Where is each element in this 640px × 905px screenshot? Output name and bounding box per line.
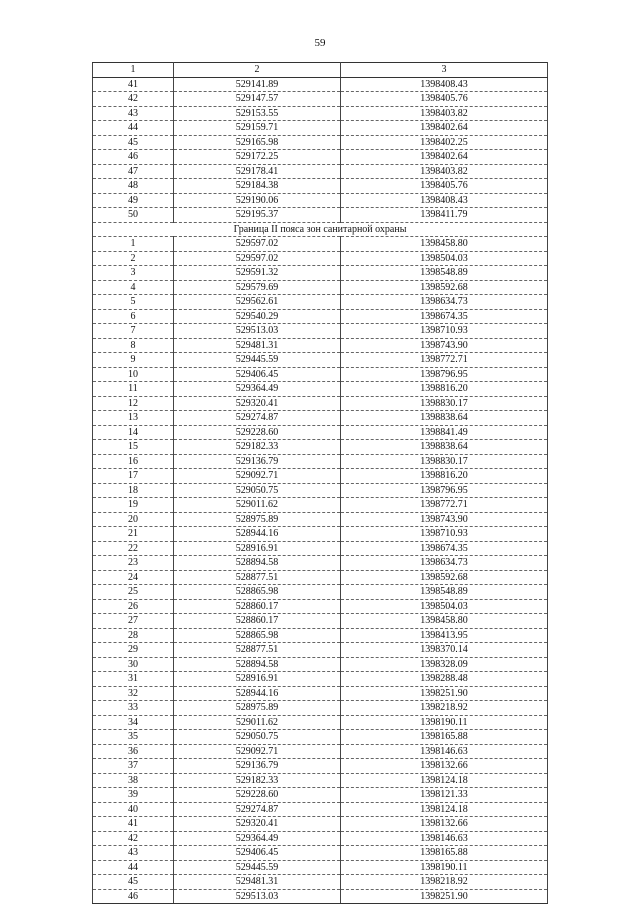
point-number-cell: 13 (93, 411, 174, 426)
table-row (93, 280, 548, 295)
point-number-cell: 24 (93, 570, 174, 585)
table-row (93, 353, 548, 368)
table-row (93, 860, 548, 875)
point-number-cell: 23 (93, 556, 174, 571)
column-header-x: 2 (174, 63, 341, 78)
table-row (93, 150, 548, 165)
y-coordinate-cell: 1398251.90 (341, 686, 548, 701)
table-row (93, 193, 548, 208)
table-row (93, 730, 548, 745)
point-number-cell: 17 (93, 469, 174, 484)
point-number-cell: 33 (93, 701, 174, 716)
table-row (93, 672, 548, 687)
x-coordinate-cell: 529579.69 (174, 280, 341, 295)
y-coordinate-cell: 1398405.76 (341, 92, 548, 107)
table-row (93, 440, 548, 455)
y-coordinate-cell: 1398288.48 (341, 672, 548, 687)
point-number-cell: 12 (93, 396, 174, 411)
x-coordinate-cell: 529597.02 (174, 237, 341, 252)
point-number-cell: 18 (93, 483, 174, 498)
x-coordinate-cell: 529172.25 (174, 150, 341, 165)
y-coordinate-cell: 1398548.89 (341, 585, 548, 600)
y-coordinate-cell: 1398402.64 (341, 150, 548, 165)
table-row (93, 251, 548, 266)
section-title-row (93, 222, 548, 237)
y-coordinate-cell: 1398796.95 (341, 367, 548, 382)
x-coordinate-cell: 529320.41 (174, 817, 341, 832)
x-coordinate-cell: 529513.03 (174, 889, 341, 904)
page-number: 59 (314, 37, 326, 49)
y-coordinate-cell: 1398218.92 (341, 875, 548, 890)
x-coordinate-cell: 528894.58 (174, 657, 341, 672)
table-row (93, 831, 548, 846)
x-coordinate-cell: 529513.03 (174, 324, 341, 339)
table-row (93, 179, 548, 194)
y-coordinate-cell: 1398816.20 (341, 382, 548, 397)
table-row (93, 338, 548, 353)
y-coordinate-cell: 1398190.11 (341, 860, 548, 875)
y-coordinate-cell: 1398634.73 (341, 556, 548, 571)
point-number-cell: 16 (93, 454, 174, 469)
y-coordinate-cell: 1398830.17 (341, 396, 548, 411)
y-coordinate-cell: 1398743.90 (341, 512, 548, 527)
y-coordinate-cell: 1398772.71 (341, 353, 548, 368)
x-coordinate-cell: 529481.31 (174, 875, 341, 890)
table-row (93, 788, 548, 803)
point-number-cell: 37 (93, 759, 174, 774)
section-title: Граница II пояса зон санитарной охраны (93, 222, 548, 237)
table-row (93, 599, 548, 614)
point-number-cell: 47 (93, 164, 174, 179)
x-coordinate-cell: 529540.29 (174, 309, 341, 324)
y-coordinate-cell: 1398403.82 (341, 106, 548, 121)
table-row (93, 846, 548, 861)
point-number-cell: 22 (93, 541, 174, 556)
table-row (93, 817, 548, 832)
x-coordinate-cell: 529178.41 (174, 164, 341, 179)
x-coordinate-cell: 529182.33 (174, 773, 341, 788)
y-coordinate-cell: 1398674.35 (341, 541, 548, 556)
y-coordinate-cell: 1398592.68 (341, 570, 548, 585)
point-number-cell: 7 (93, 324, 174, 339)
point-number-cell: 5 (93, 295, 174, 310)
y-coordinate-cell: 1398634.73 (341, 295, 548, 310)
table-row (93, 106, 548, 121)
point-number-cell: 46 (93, 889, 174, 904)
column-header-y: 3 (341, 63, 548, 78)
point-number-cell: 34 (93, 715, 174, 730)
x-coordinate-cell: 529190.06 (174, 193, 341, 208)
x-coordinate-cell: 529141.89 (174, 77, 341, 92)
x-coordinate-cell: 528865.98 (174, 585, 341, 600)
point-number-cell: 31 (93, 672, 174, 687)
table-row (93, 643, 548, 658)
point-number-cell: 38 (93, 773, 174, 788)
x-coordinate-cell: 529228.60 (174, 425, 341, 440)
y-coordinate-cell: 1398710.93 (341, 324, 548, 339)
point-number-cell: 40 (93, 802, 174, 817)
table-row (93, 889, 548, 904)
x-coordinate-cell: 528944.16 (174, 686, 341, 701)
coordinates-table (92, 62, 548, 904)
point-number-cell: 26 (93, 599, 174, 614)
y-coordinate-cell: 1398413.95 (341, 628, 548, 643)
table-row (93, 614, 548, 629)
x-coordinate-cell: 529597.02 (174, 251, 341, 266)
y-coordinate-cell: 1398146.63 (341, 744, 548, 759)
table-header-row (93, 63, 548, 78)
point-number-cell: 20 (93, 512, 174, 527)
point-number-cell: 36 (93, 744, 174, 759)
point-number-cell: 44 (93, 121, 174, 136)
x-coordinate-cell: 529011.62 (174, 498, 341, 513)
x-coordinate-cell: 529182.33 (174, 440, 341, 455)
x-coordinate-cell: 529591.32 (174, 266, 341, 281)
y-coordinate-cell: 1398504.03 (341, 251, 548, 266)
y-coordinate-cell: 1398408.43 (341, 193, 548, 208)
table-row (93, 469, 548, 484)
table-row (93, 324, 548, 339)
y-coordinate-cell: 1398408.43 (341, 77, 548, 92)
point-number-cell: 29 (93, 643, 174, 658)
y-coordinate-cell: 1398403.82 (341, 164, 548, 179)
x-coordinate-cell: 529364.49 (174, 831, 341, 846)
point-number-cell: 49 (93, 193, 174, 208)
point-number-cell: 10 (93, 367, 174, 382)
x-coordinate-cell: 529445.59 (174, 353, 341, 368)
x-coordinate-cell: 529184.38 (174, 179, 341, 194)
point-number-cell: 28 (93, 628, 174, 643)
y-coordinate-cell: 1398132.66 (341, 759, 548, 774)
x-coordinate-cell: 529445.59 (174, 860, 341, 875)
x-coordinate-cell: 529481.31 (174, 338, 341, 353)
table-row (93, 715, 548, 730)
table-row (93, 396, 548, 411)
table-row (93, 367, 548, 382)
y-coordinate-cell: 1398710.93 (341, 527, 548, 542)
table-row (93, 512, 548, 527)
y-coordinate-cell: 1398548.89 (341, 266, 548, 281)
table-row (93, 585, 548, 600)
x-coordinate-cell: 528944.16 (174, 527, 341, 542)
table-row (93, 875, 548, 890)
point-number-cell: 15 (93, 440, 174, 455)
x-coordinate-cell: 529050.75 (174, 730, 341, 745)
y-coordinate-cell: 1398328.09 (341, 657, 548, 672)
y-coordinate-cell: 1398743.90 (341, 338, 548, 353)
y-coordinate-cell: 1398830.17 (341, 454, 548, 469)
y-coordinate-cell: 1398772.71 (341, 498, 548, 513)
x-coordinate-cell: 528860.17 (174, 599, 341, 614)
x-coordinate-cell: 529228.60 (174, 788, 341, 803)
point-number-cell: 30 (93, 657, 174, 672)
point-number-cell: 4 (93, 280, 174, 295)
y-coordinate-cell: 1398251.90 (341, 889, 548, 904)
x-coordinate-cell: 529364.49 (174, 382, 341, 397)
table-row (93, 657, 548, 672)
x-coordinate-cell: 528865.98 (174, 628, 341, 643)
y-coordinate-cell: 1398146.63 (341, 831, 548, 846)
x-coordinate-cell: 528877.51 (174, 643, 341, 658)
table-body (93, 77, 548, 904)
y-coordinate-cell: 1398458.80 (341, 614, 548, 629)
point-number-cell: 9 (93, 353, 174, 368)
y-coordinate-cell: 1398402.25 (341, 135, 548, 150)
x-coordinate-cell: 528916.91 (174, 672, 341, 687)
point-number-cell: 6 (93, 309, 174, 324)
y-coordinate-cell: 1398796.95 (341, 483, 548, 498)
y-coordinate-cell: 1398838.64 (341, 411, 548, 426)
table-row (93, 570, 548, 585)
point-number-cell: 43 (93, 106, 174, 121)
y-coordinate-cell: 1398841.49 (341, 425, 548, 440)
column-header-point: 1 (93, 63, 174, 78)
point-number-cell: 45 (93, 875, 174, 890)
point-number-cell: 14 (93, 425, 174, 440)
y-coordinate-cell: 1398592.68 (341, 280, 548, 295)
point-number-cell: 32 (93, 686, 174, 701)
point-number-cell: 41 (93, 817, 174, 832)
point-number-cell: 25 (93, 585, 174, 600)
table-row (93, 701, 548, 716)
x-coordinate-cell: 528975.89 (174, 701, 341, 716)
y-coordinate-cell: 1398165.88 (341, 846, 548, 861)
point-number-cell: 42 (93, 92, 174, 107)
x-coordinate-cell: 529136.79 (174, 759, 341, 774)
table-row (93, 237, 548, 252)
x-coordinate-cell: 529011.62 (174, 715, 341, 730)
y-coordinate-cell: 1398402.64 (341, 121, 548, 136)
x-coordinate-cell: 529320.41 (174, 396, 341, 411)
y-coordinate-cell: 1398674.35 (341, 309, 548, 324)
x-coordinate-cell: 528916.91 (174, 541, 341, 556)
point-number-cell: 21 (93, 527, 174, 542)
x-coordinate-cell: 529050.75 (174, 483, 341, 498)
x-coordinate-cell: 529562.61 (174, 295, 341, 310)
table-row (93, 135, 548, 150)
x-coordinate-cell: 528877.51 (174, 570, 341, 585)
point-number-cell: 27 (93, 614, 174, 629)
table-row (93, 266, 548, 281)
x-coordinate-cell: 529159.71 (174, 121, 341, 136)
y-coordinate-cell: 1398504.03 (341, 599, 548, 614)
point-number-cell: 45 (93, 135, 174, 150)
y-coordinate-cell: 1398190.11 (341, 715, 548, 730)
x-coordinate-cell: 529406.45 (174, 367, 341, 382)
x-coordinate-cell: 529406.45 (174, 846, 341, 861)
point-number-cell: 35 (93, 730, 174, 745)
point-number-cell: 8 (93, 338, 174, 353)
y-coordinate-cell: 1398838.64 (341, 440, 548, 455)
table-row (93, 483, 548, 498)
table-row (93, 295, 548, 310)
x-coordinate-cell: 528860.17 (174, 614, 341, 629)
y-coordinate-cell: 1398405.76 (341, 179, 548, 194)
y-coordinate-cell: 1398218.92 (341, 701, 548, 716)
table-row (93, 164, 548, 179)
table-row (93, 744, 548, 759)
table-row (93, 121, 548, 136)
table-row (93, 382, 548, 397)
table-row (93, 498, 548, 513)
point-number-cell: 11 (93, 382, 174, 397)
y-coordinate-cell: 1398165.88 (341, 730, 548, 745)
point-number-cell: 43 (93, 846, 174, 861)
table-row (93, 802, 548, 817)
y-coordinate-cell: 1398458.80 (341, 237, 548, 252)
point-number-cell: 41 (93, 77, 174, 92)
table-row (93, 527, 548, 542)
table-row (93, 454, 548, 469)
point-number-cell: 39 (93, 788, 174, 803)
table-row (93, 309, 548, 324)
point-number-cell: 44 (93, 860, 174, 875)
table-row (93, 759, 548, 774)
y-coordinate-cell: 1398121.33 (341, 788, 548, 803)
y-coordinate-cell: 1398411.79 (341, 208, 548, 223)
point-number-cell: 50 (93, 208, 174, 223)
table-row (93, 208, 548, 223)
table-row (93, 77, 548, 92)
y-coordinate-cell: 1398816.20 (341, 469, 548, 484)
point-number-cell: 48 (93, 179, 174, 194)
table-row (93, 541, 548, 556)
point-number-cell: 19 (93, 498, 174, 513)
x-coordinate-cell: 529153.55 (174, 106, 341, 121)
table-row (93, 425, 548, 440)
point-number-cell: 1 (93, 237, 174, 252)
y-coordinate-cell: 1398132.66 (341, 817, 548, 832)
table-row (93, 92, 548, 107)
table-row (93, 773, 548, 788)
x-coordinate-cell: 529274.87 (174, 802, 341, 817)
table-row (93, 411, 548, 426)
x-coordinate-cell: 528894.58 (174, 556, 341, 571)
x-coordinate-cell: 529092.71 (174, 744, 341, 759)
x-coordinate-cell: 529195.37 (174, 208, 341, 223)
table-row (93, 686, 548, 701)
point-number-cell: 3 (93, 266, 174, 281)
table-row (93, 556, 548, 571)
x-coordinate-cell: 529092.71 (174, 469, 341, 484)
x-coordinate-cell: 529165.98 (174, 135, 341, 150)
point-number-cell: 2 (93, 251, 174, 266)
table-row (93, 628, 548, 643)
x-coordinate-cell: 529136.79 (174, 454, 341, 469)
y-coordinate-cell: 1398124.18 (341, 802, 548, 817)
y-coordinate-cell: 1398370.14 (341, 643, 548, 658)
y-coordinate-cell: 1398124.18 (341, 773, 548, 788)
x-coordinate-cell: 528975.89 (174, 512, 341, 527)
x-coordinate-cell: 529147.57 (174, 92, 341, 107)
point-number-cell: 42 (93, 831, 174, 846)
point-number-cell: 46 (93, 150, 174, 165)
x-coordinate-cell: 529274.87 (174, 411, 341, 426)
